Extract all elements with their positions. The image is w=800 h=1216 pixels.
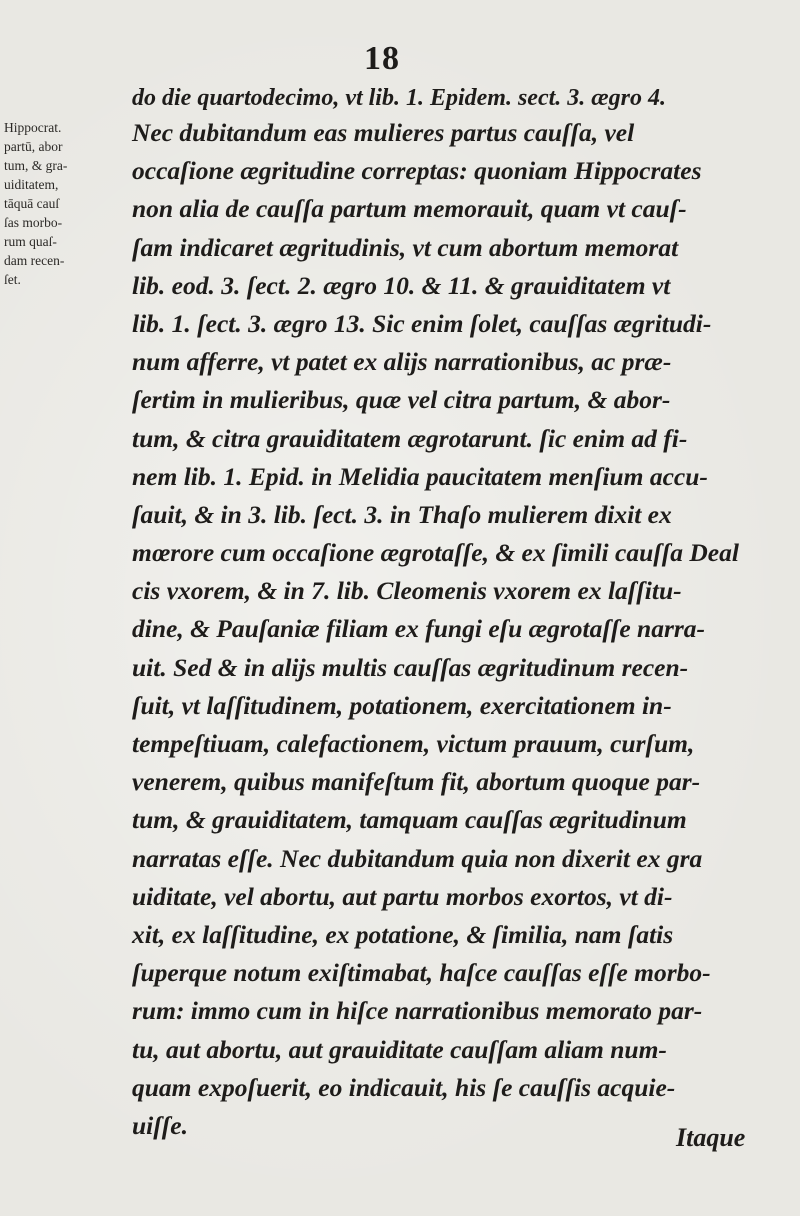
- text-line: num afferre, vt patet ex alijs narrationibus, ac præ-: [132, 347, 672, 377]
- text-line: tum, & citra grauiditatem ægrotarunt. ſic enim ad fi-: [132, 423, 688, 453]
- marginal-note: [4, 118, 124, 289]
- catchword: Itaque: [676, 1123, 746, 1152]
- marginal-note-line: dam recen-: [4, 253, 65, 268]
- page-number: 18: [364, 40, 400, 77]
- marginal-note-line: ſet.: [4, 272, 21, 287]
- running-head: do die quartodecimo, vt lib. 1. Epidem. sect. 3. ægro 4.: [132, 85, 666, 111]
- text-line: uiſſe.: [132, 1110, 188, 1140]
- text-line: ſuperque notum exiſtimabat, haſce cauſſas eſſe morbo-: [132, 958, 711, 988]
- text-line: lib. 1. ſect. 3. ægro 13. Sic enim ſolet, cauſſas ægritudi-: [132, 308, 712, 338]
- text-line: mœrore cum occaſione ægrotaſſe, & ex ſimili cauſſa Deal: [132, 538, 739, 568]
- text-line: ſauit, & in 3. lib. ſect. 3. in Thaſo mulierem dixit ex: [132, 499, 672, 529]
- text-line: uit. Sed & in alijs multis cauſſas ægritudinum recen-: [132, 652, 689, 682]
- text-line: ſuit, vt laſſitudinem, potationem, exercitationem in-: [132, 690, 672, 720]
- text-line: non alia de cauſſa partum memorauit, quam vt cauſ-: [132, 194, 687, 224]
- text-line: ſertim in mulieribus, quæ vel citra partum, & abor-: [132, 385, 671, 415]
- marginal-note-line: uiditatem,: [4, 177, 59, 192]
- text-line: nem lib. 1. Epid. in Melidia paucitatem menſium accu-: [132, 461, 708, 491]
- marginal-note-line: tāquā cauſ: [4, 196, 60, 211]
- text-line: venerem, quibus manifeſtum fit, abortum quoque par-: [132, 767, 701, 797]
- text-line: quam expoſuerit, eo indicauit, his ſe cauſſis acquie-: [132, 1072, 676, 1102]
- text-line: occaſione ægritudine correptas: quoniam Hippocrates: [132, 156, 702, 186]
- text-line: lib. eod. 3. ſect. 2. ægro 10. & 11. & grauiditatem vt: [132, 270, 671, 300]
- text-line: dine, & Pauſaniæ filiam ex fungi eſu ægrotaſſe narra-: [132, 614, 706, 644]
- text-line: xit, ex laſſitudine, ex potatione, & ſimilia, nam ſatis: [132, 919, 674, 949]
- text-line: Nec dubitandum eas mulieres partus cauſſa, vel: [132, 118, 635, 147]
- text-line: tum, & grauiditatem, tamquam cauſſas ægritudinum: [132, 805, 687, 835]
- text-line: tempeſtiuam, calefactionem, victum prauum, curſum,: [132, 729, 695, 758]
- text-line: cis vxorem, & in 7. lib. Cleomenis vxorem ex laſſitu-: [132, 576, 682, 606]
- marginal-note-line: rum quaſ-: [4, 234, 57, 249]
- text-line: rum: immo cum in hiſce narrationibus memorato par-: [132, 996, 703, 1026]
- body-paragraph: [132, 114, 782, 1145]
- text-line: narratas eſſe. Nec dubitandum quia non dixerit ex gra: [132, 843, 703, 873]
- text-line: tu, aut abortu, aut grauiditate cauſſam aliam num-: [132, 1034, 667, 1064]
- marginal-note-line: Hippocrat.: [4, 120, 62, 135]
- marginal-note-line: tum, & gra-: [4, 158, 68, 173]
- marginal-note-line: partū, abor: [4, 139, 63, 154]
- text-line: ſam indicaret ægritudinis, vt cum abortum memorat: [132, 232, 679, 262]
- text-line: uiditate, vel abortu, aut partu morbos exortos, vt di-: [132, 881, 673, 911]
- marginal-note-line: ſas morbo-: [4, 215, 63, 230]
